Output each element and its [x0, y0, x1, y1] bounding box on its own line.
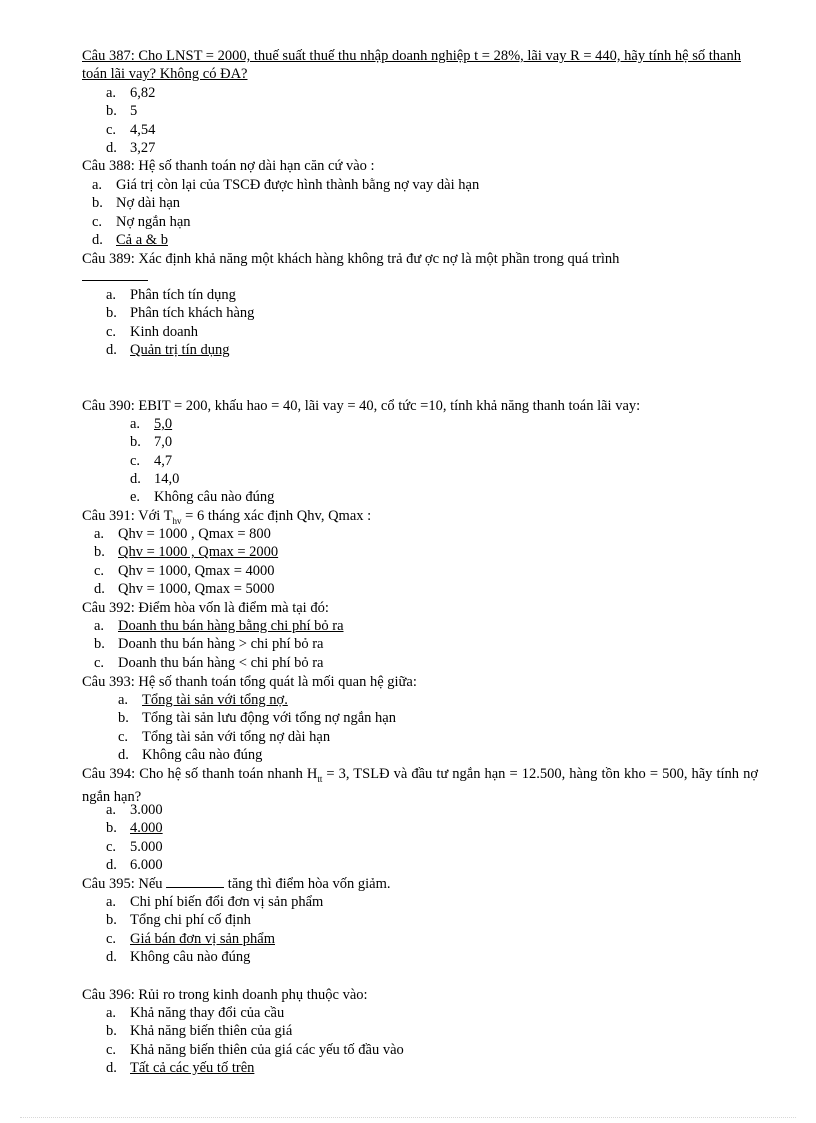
question-395: Câu 395: Nếu tăng thì điểm hòa vốn giảm. — [82, 876, 391, 892]
option-390-d: d. 14,0 — [130, 470, 180, 487]
question-391: Câu 391: Với $T_{hv} = 6$ tháng xác định Qhv, Qmax : — [82, 508, 372, 526]
option-395-a: a. Chi phí biến đổi đơn vị sản phẩm — [106, 894, 324, 910]
option-393-d: d. Không câu nào đúng — [118, 746, 263, 763]
option-396-b: b. Khả năng biến thiên của giá — [106, 1023, 293, 1040]
question-392-text: Câu 392: Điểm hòa vốn là điểm mà tại đó: — [82, 600, 329, 616]
question-396-options — [106, 1004, 404, 1077]
option-393-c: c. Tổng tài sản với tổng nợ dài hạn — [118, 728, 331, 745]
question-393-text: Câu 393: Hệ số thanh toán tổng quát là mối quan hệ giữa: — [82, 674, 417, 690]
question-387-text: Câu 387: Cho LNST = 2000, thuế suất thuế thu nhập doanh nghiệp t = 28%, lãi vay R = 440, hãy tính hệ số thanh toán lãi vay? Không có ĐA? — [82, 48, 741, 83]
option-395-b: b. Tổng chi phí cố định — [106, 912, 251, 929]
option-390-e: e. Không câu nào đúng — [130, 489, 275, 506]
option-396-c: c. Khả năng biến thiên của giá các yếu tố đầu vào — [106, 1041, 404, 1058]
option-394-c: c. 5.000 — [106, 838, 163, 855]
question-394: Câu 394: Cho hệ số thanh toán nhanh $H_{tt} = 3$, TSLĐ và đầu tư ngắn hạn = 12.500, hàng tồn kho = 500, hãy tính nợ ngắn hạn? — [82, 766, 758, 806]
question-393 — [82, 673, 758, 691]
question-388-text: Câu 388: Hệ số thanh toán nợ dài hạn căn cứ vào : — [82, 158, 375, 174]
question-387-options — [106, 84, 155, 157]
page-bottom-divider — [20, 1117, 796, 1118]
option-389-b: b. Phân tích khách hàng — [106, 305, 255, 322]
option-394-b: b. 4.000 — [106, 820, 163, 837]
option-389-a: a. Phân tích tín dụng — [106, 287, 236, 303]
option-391-d: d. Qhv = 1000, Qmax = 5000 — [94, 580, 275, 597]
option-395-c: c. Giá bán đơn vị sản phẩm — [106, 930, 275, 947]
answer-blank-389 — [82, 268, 148, 281]
question-392-options — [94, 617, 344, 672]
question-391-options — [94, 525, 278, 598]
option-387-a: a. 6,82 — [106, 85, 156, 101]
option-392-a: a. Doanh thu bán hàng bằng chi phí bỏ ra — [94, 618, 344, 634]
option-394-a: a. 3.000 — [106, 802, 163, 818]
option-395-d: d. Không câu nào đúng — [106, 948, 251, 965]
option-390-b: b. 7,0 — [130, 434, 173, 451]
option-393-b: b. Tổng tài sản lưu động với tổng nợ ngắn hạn — [118, 710, 396, 727]
question-390-options — [130, 415, 274, 506]
option-391-c: c. Qhv = 1000, Qmax = 4000 — [94, 562, 275, 579]
option-391-b: b. Qhv = 1000 , Qmax = 2000 — [94, 544, 279, 561]
option-393-a: a. Tổng tài sản với tổng nợ. — [118, 692, 288, 708]
option-387-d: d. 3,27 — [106, 139, 156, 156]
option-390-a: a. 5,0 — [130, 416, 173, 432]
option-389-c: c. Kinh doanh — [106, 323, 199, 340]
answer-blank-395 — [166, 875, 224, 888]
question-389-text: Câu 389: Xác định khả năng một khách hàng không trả đư ợc nợ là một phần trong quá trình — [82, 251, 620, 267]
question-393-options — [118, 691, 396, 764]
option-392-b: b. Doanh thu bán hàng > chi phí bỏ ra — [94, 636, 324, 653]
question-392 — [82, 599, 758, 617]
question-396-text: Câu 396: Rủi ro trong kinh doanh phụ thuộc vào: — [82, 987, 368, 1003]
question-395-options — [106, 893, 323, 966]
option-388-c: c. Nợ ngắn hạn — [92, 213, 191, 230]
option-396-d: d. Tất cả các yếu tố trên — [106, 1059, 255, 1076]
option-388-b: b. Nợ dài hạn — [92, 195, 181, 212]
question-394-options — [106, 801, 163, 874]
option-387-c: c. 4,54 — [106, 121, 156, 138]
question-388-options — [92, 176, 479, 249]
question-389-options — [106, 286, 254, 359]
option-394-d: d. 6.000 — [106, 856, 163, 873]
question-396 — [82, 986, 758, 1004]
option-396-a: a. Khả năng thay đổi của cầu — [106, 1005, 285, 1021]
question-387 — [82, 47, 758, 84]
option-387-b: b. 5 — [106, 103, 138, 120]
question-390 — [82, 397, 758, 415]
option-388-d: d. Cả a & b — [92, 231, 168, 248]
option-391-a: a. Qhv = 1000 , Qmax = 800 — [94, 526, 271, 542]
option-388-a: a. Giá trị còn lại của TSCĐ được hình thành bằng nợ vay dài hạn — [92, 177, 480, 193]
question-388 — [82, 157, 758, 175]
option-390-c: c. 4,7 — [130, 452, 173, 469]
option-389-d: d. Quản trị tín dụng — [106, 341, 230, 358]
option-392-c: c. Doanh thu bán hàng < chi phí bỏ ra — [94, 654, 324, 671]
question-389 — [82, 250, 758, 287]
question-390-text: Câu 390: EBIT = 200, khấu hao = 40, lãi vay = 40, cổ tức =10, tính khả năng thanh toán lãi vay: — [82, 398, 641, 414]
